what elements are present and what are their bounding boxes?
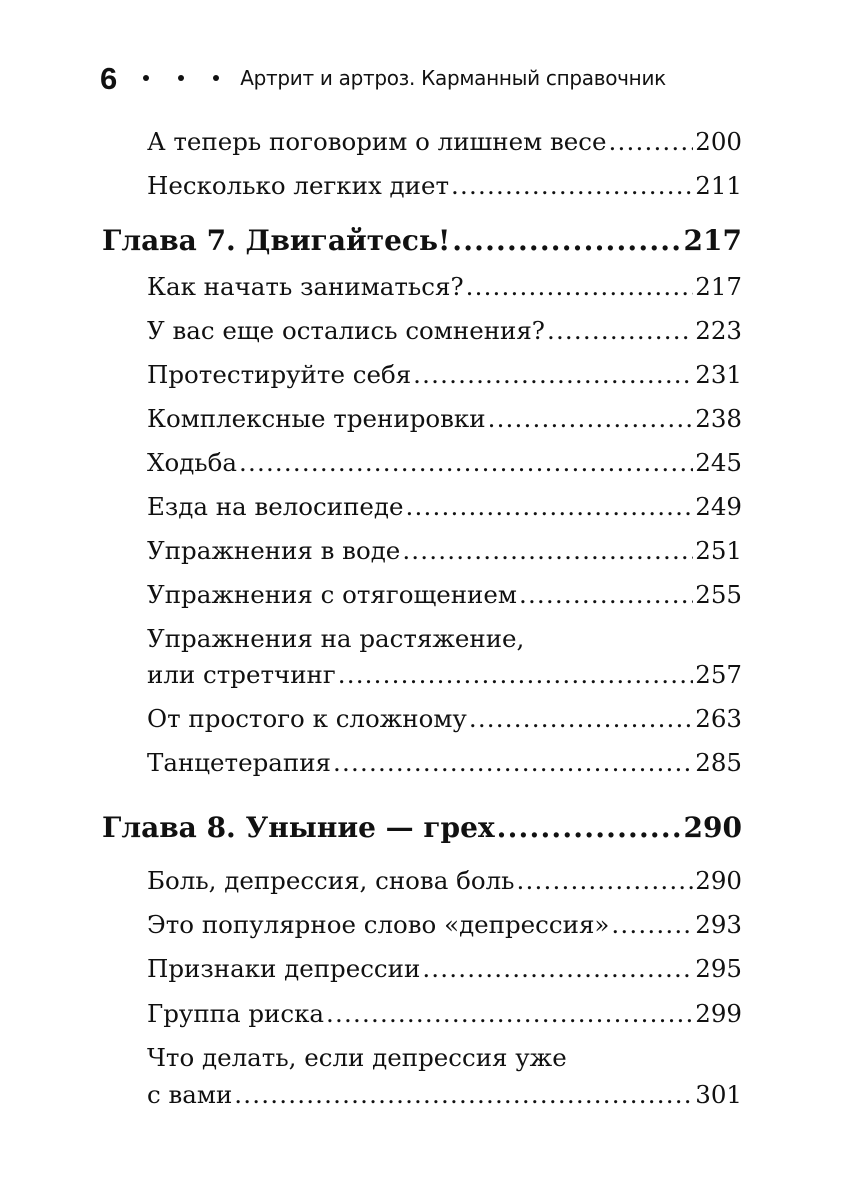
dot-leader xyxy=(402,536,693,565)
toc-entry-page: 255 xyxy=(695,580,742,609)
dot-leader xyxy=(234,1080,693,1109)
toc-entry xyxy=(147,492,742,528)
toc-entry xyxy=(147,1080,742,1116)
toc-chapter xyxy=(102,224,742,264)
toc-entry-title: Ходьба xyxy=(147,448,237,477)
toc-entry-page: 251 xyxy=(695,536,742,565)
dot-leader xyxy=(611,910,693,939)
running-title: Артрит и артроз. Карманный справочник xyxy=(240,66,666,90)
toc-entry-page: 263 xyxy=(695,704,742,733)
toc-entry-title: Танцетерапия xyxy=(147,748,331,777)
toc-entry-title: Комплексные тренировки xyxy=(147,404,486,433)
toc-entry-page: 285 xyxy=(695,748,742,777)
toc-entry-title: с вами xyxy=(147,1080,233,1109)
dot-leader xyxy=(517,866,694,895)
toc-entry-title: Езда на велосипеде xyxy=(147,492,404,521)
toc-entry-title: Протестируйте себя xyxy=(147,360,412,389)
toc-entry-title: Несколько легких диет xyxy=(147,171,450,200)
toc-entry xyxy=(147,954,742,990)
toc-entry-page: 238 xyxy=(695,404,742,433)
toc-entry-page: 257 xyxy=(695,660,742,689)
toc-entry-title: Упражнения с отягощением xyxy=(147,580,517,609)
dot-leader xyxy=(519,580,693,609)
toc-entry-title: От простого к сложному xyxy=(147,704,467,733)
toc-entry xyxy=(147,660,742,696)
dot-leader xyxy=(333,748,693,777)
toc-entry xyxy=(147,272,742,308)
toc-entry xyxy=(147,448,742,484)
page-number: 6 xyxy=(100,60,118,96)
toc-entry-title-line1: Что делать, если депрессия уже xyxy=(147,1043,567,1072)
toc-entry xyxy=(147,910,742,946)
toc-entry-page: 249 xyxy=(695,492,742,521)
toc-entry xyxy=(147,748,742,784)
toc-entry-page: 245 xyxy=(695,448,742,477)
toc-entry xyxy=(147,536,742,572)
toc-entry-page: 301 xyxy=(695,1080,742,1109)
toc-entry xyxy=(147,360,742,396)
toc-chapter xyxy=(102,811,742,851)
dot-leader xyxy=(469,704,693,733)
toc-entry-title: Боль, депрессия, снова боль xyxy=(147,866,515,895)
toc-chapter-title: Глава 7. Двигайтесь! xyxy=(102,224,451,257)
toc-entry xyxy=(147,127,742,163)
dot-leader xyxy=(422,954,693,983)
toc-entry xyxy=(147,316,742,352)
toc-entry-title: Признаки депрессии xyxy=(147,954,421,983)
dot-leader xyxy=(239,448,693,477)
toc-entry-title: У вас еще остались сомнения? xyxy=(147,316,545,345)
dot-leader xyxy=(452,224,681,257)
dot-leader xyxy=(338,660,694,689)
dot-leader xyxy=(406,492,694,521)
toc-entry-page: 200 xyxy=(695,127,742,156)
toc-entry-title: А теперь поговорим о лишнем весе xyxy=(147,127,607,156)
toc-entry-page: 293 xyxy=(695,910,742,939)
toc-entry xyxy=(147,866,742,902)
toc-entry-page: 231 xyxy=(695,360,742,389)
toc-entry-title: Как начать заниматься? xyxy=(147,272,464,301)
toc-entry xyxy=(147,999,742,1035)
toc-chapter-page: 290 xyxy=(683,811,742,844)
dot-leader xyxy=(413,360,693,389)
toc-entry-page: 295 xyxy=(695,954,742,983)
toc-entry-page: 211 xyxy=(695,171,742,200)
toc-entry-page: 299 xyxy=(695,999,742,1028)
toc-entry-page: 217 xyxy=(695,272,742,301)
toc-entry-title: или стретчинг xyxy=(147,660,336,689)
toc-entry xyxy=(147,580,742,616)
toc-chapter-title: Глава 8. Уныние — грех xyxy=(102,811,495,844)
toc-entry xyxy=(147,404,742,440)
dot-leader xyxy=(609,127,694,156)
toc-entry-page: 290 xyxy=(695,866,742,895)
dot-leader xyxy=(451,171,693,200)
dot-leader xyxy=(547,316,693,345)
toc-entry-page: 223 xyxy=(695,316,742,345)
toc-entry-title: Упражнения в воде xyxy=(147,536,401,565)
dot-leader xyxy=(466,272,694,301)
toc-entry-title: Это популярное слово «депрессия» xyxy=(147,910,610,939)
dot-leader xyxy=(497,811,682,844)
toc-entry-title-line1: Упражнения на растяжение, xyxy=(147,624,525,653)
dot-leader xyxy=(326,999,693,1028)
toc-entry xyxy=(147,171,742,207)
toc-entry-title: Группа риска xyxy=(147,999,325,1028)
dot-leader xyxy=(488,404,694,433)
toc-chapter-page: 217 xyxy=(683,224,742,257)
toc-entry xyxy=(147,704,742,740)
